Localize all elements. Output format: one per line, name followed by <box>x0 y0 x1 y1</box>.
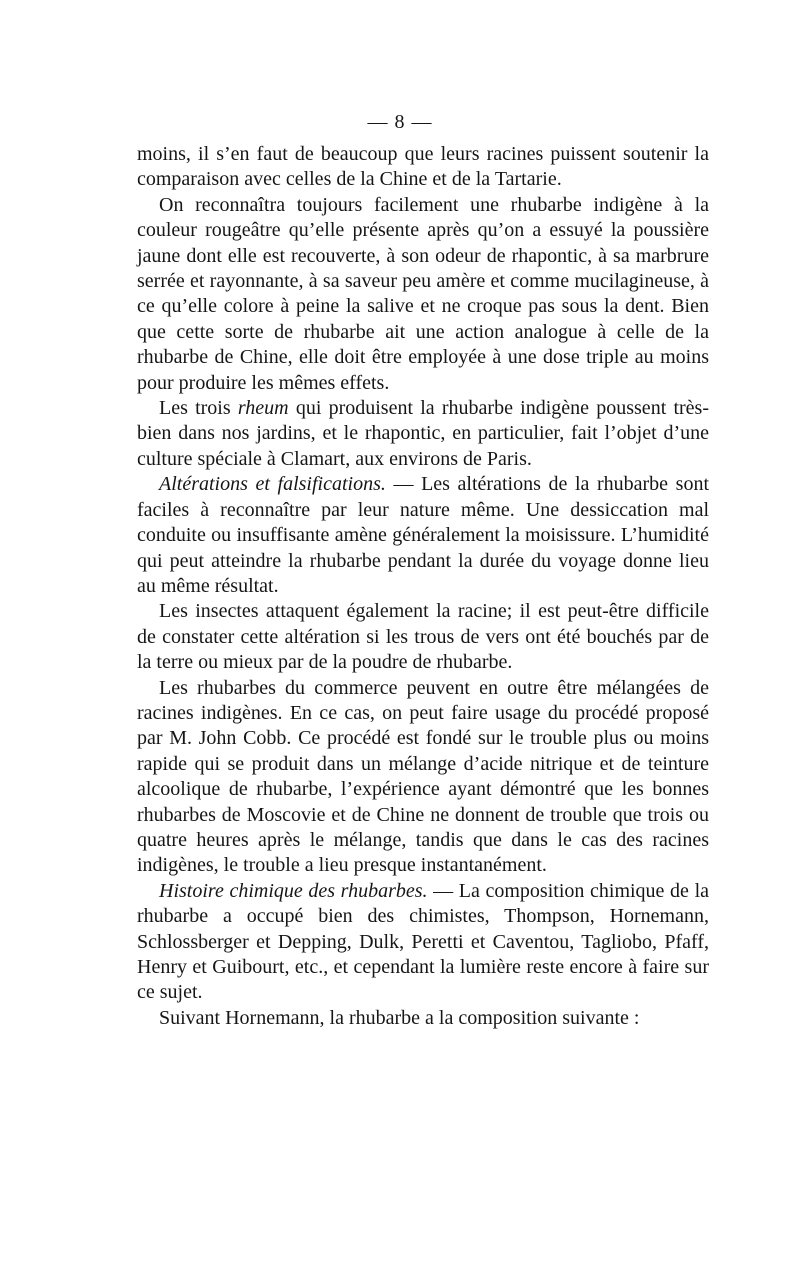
italic-term-rheum: rheum <box>237 397 289 420</box>
paragraph-text-before: Les trois <box>159 397 238 420</box>
paragraph-hornemann: Suivant Hornemann, la rhubarbe a la composition suivante : <box>159 1006 640 1029</box>
paragraph-continuation: moins, il s’en faut de beaucoup que leurs racines puissent soutenir la comparaison avec celles de la Chine et de la Tartarie. <box>137 143 709 191</box>
paragraph-text: — Les altérations de la rhubarbe sont faciles à reconnaître par leur nature même. Une dessiccation mal conduite ou insuffisante amène généralement la moisissure. L’humidité qui peut atteindre la rhubarbe pendant la durée du voyage donne lieu au même résultat. <box>137 473 709 597</box>
section-heading-histoire-chimique: Histoire chimique des rhubarbes. <box>159 879 428 902</box>
paragraph-alterations <box>137 472 709 599</box>
paragraph-reconnaitre: On reconnaîtra toujours facilement une rhubarbe indigène à la couleur rougeâtre qu’elle présente après qu’on a essuyé la poussière jaune dont elle est recouverte, à son odeur de rhapontic, à sa marbrure serrée et rayonnante, à sa saveur peu amère et comme mucilagineuse, à ce qu’elle colore à peine la salive et ne croque pas sous la dent. Bien que cette sorte de rhubarbe ait une action analogue à celle de la rhubarbe de Chine, elle doit être employée à une dose triple au moins pour produire les mêmes effets. <box>137 193 709 394</box>
paragraph-insectes: Les insectes attaquent également la racine; il est peut-être difficile de constater cette altération si les trous de vers ont été bouchés par de la terre ou mieux par de la poudre de rhubarbe. <box>137 600 709 674</box>
paragraph-commerce: Les rhubarbes du commerce peuvent en outre être mélangées de racines indigènes. En ce cas, on peut faire usage du procédé proposé par M. John Cobb. Ce procédé est fondé sur le trouble plus ou moins rapide qui se produit dans un mélange d’acide nitrique et de teinture alcoolique de rhubarbe, l’expérience ayant démontré que les bonnes rhubarbes de Moscovie et de Chine ne donnent de trouble que trois ou quatre heures après le mélange, tandis que dans le cas des racines indigènes, le trouble a lieu presque instantanément. <box>137 676 709 877</box>
paragraph-histoire-chimique <box>137 879 709 1006</box>
paragraph-trois-rheum <box>137 396 709 472</box>
page-number: — 8 — <box>367 111 433 133</box>
paragraph-text: — La composition chimique de la rhubarbe a occupé bien des chimistes, Thompson, Hornemann, Schlossberger et Depping, Dulk, Peretti et Caventou, Tagliobo, Pfaff, Henry et Guibourt, etc., et cependant la lumière reste encore à faire sur ce sujet. <box>137 879 709 1004</box>
section-heading-alterations: Altérations et falsifications. <box>159 473 386 496</box>
paragraph-text-after: qui produisent la rhubarbe indigène poussent très-bien dans nos jardins, et le rhapontic, en particulier, fait l’objet d’une culture spéciale à Clamart, aux environs de Paris. <box>137 397 709 470</box>
body-text <box>137 142 709 1031</box>
